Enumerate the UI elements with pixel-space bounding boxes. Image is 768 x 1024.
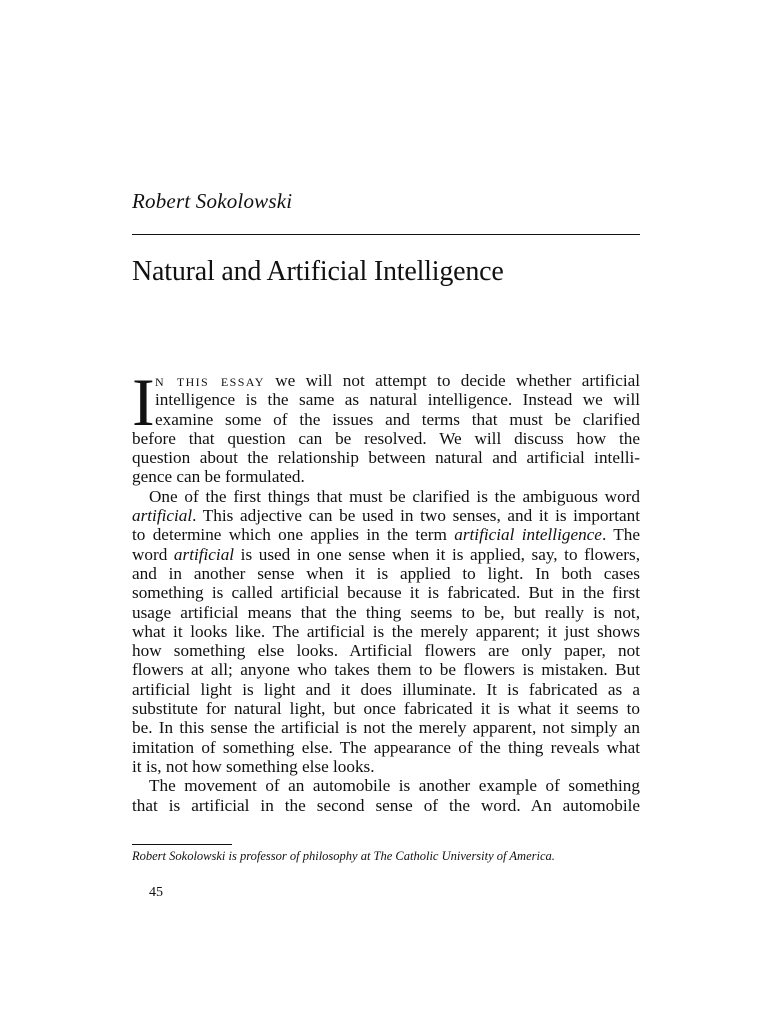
- body-line: examine some of the issues and terms that must be clarified: [155, 409, 640, 429]
- body-text-span: . This adjective can be used in two senses, and it is important: [192, 506, 640, 526]
- body-line: and in another sense when it is applied to light. In both cases: [132, 563, 640, 583]
- body-line: usage artificial means that the thing seems to be, but really is not,: [132, 602, 640, 622]
- document-page: [132, 0, 641, 1024]
- body-line: imitation of something else. The appearance of the thing reveals what: [132, 737, 640, 757]
- body-line: gence can be formulated.: [132, 467, 305, 487]
- article-body: [132, 364, 640, 815]
- italic-term: artificial intelligence: [454, 525, 602, 545]
- body-line: [132, 545, 640, 564]
- opening-small-caps: n this essay: [155, 371, 265, 390]
- body-line: before that question can be resolved. We will discuss how the: [132, 428, 640, 448]
- body-line: be. In this sense the artificial is not the merely apparent, not simply an: [132, 718, 640, 738]
- drop-cap: I: [132, 364, 155, 440]
- footnote-rule: [132, 844, 232, 845]
- article-title: Natural and Artificial Intelligence: [132, 256, 504, 287]
- body-line: intelligence is the same as natural intelligence. Instead we will: [155, 390, 640, 410]
- author-name: Robert Sokolowski: [132, 189, 293, 213]
- header-rule: [132, 234, 640, 235]
- body-line: [132, 525, 640, 544]
- author-footnote: Robert Sokolowski is professor of philosophy at The Catholic University of America.: [132, 849, 555, 863]
- body-text-span: . The: [601, 525, 640, 545]
- italic-term: artificial: [173, 544, 235, 564]
- body-line: what it looks like. The artificial is the merely apparent; it just shows: [132, 621, 640, 641]
- body-line: The movement of an automobile is another example of something: [149, 776, 640, 796]
- body-line: something is called artificial because it is fabricated. But in the first: [132, 583, 640, 603]
- body-line: flowers at all; anyone who takes them to be flowers is mistaken. But: [132, 660, 640, 680]
- page-number: 45: [149, 885, 163, 900]
- body-line: it is, not how something else looks.: [132, 756, 375, 776]
- body-line: One of the first things that must be clarified is the ambiguous word: [149, 486, 640, 506]
- body-text-span: to determine which one applies in the term: [132, 525, 455, 545]
- body-text-span: is used in one sense when it is applied, say, to flowers,: [234, 544, 640, 564]
- body-text-span: word: [132, 544, 174, 564]
- body-line: [132, 506, 640, 525]
- body-text-span: we will not attempt to decide whether artificial: [264, 371, 640, 390]
- body-line: substitute for natural light, but once fabricated it is what it seems to: [132, 699, 640, 719]
- body-line: that is artificial in the second sense of the word. An automobile: [132, 795, 640, 815]
- body-line: artificial light is light and it does illuminate. It is fabricated as a: [132, 679, 640, 699]
- body-line: question about the relationship between natural and artificial intelli-: [132, 448, 640, 468]
- body-line: how something else looks. Artificial flowers are only paper, not: [132, 641, 640, 661]
- italic-term: artificial: [132, 506, 193, 526]
